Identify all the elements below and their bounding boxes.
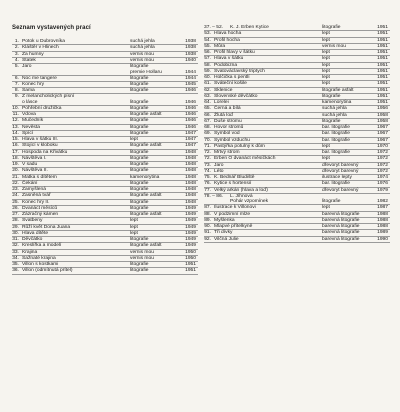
work-year: 1951 xyxy=(377,56,388,62)
work-number: 77. xyxy=(204,187,211,193)
work-title: V podzimní mlze xyxy=(214,211,251,217)
work-title: Statek xyxy=(22,57,36,63)
work-year: 1950 xyxy=(185,249,196,255)
work-title: Zamyšlená xyxy=(22,187,46,192)
work-title: Potok u Dubrovníka xyxy=(22,39,65,44)
work-number: 30. xyxy=(12,230,19,236)
work-title: Villon (odmítnutá prítel) xyxy=(22,268,73,274)
work-title: Jaro xyxy=(22,64,32,69)
work-number: 61. xyxy=(204,81,211,87)
work-year: 1948 xyxy=(185,149,196,155)
work-number: 92. xyxy=(204,236,211,242)
work-medium: suchá jehla xyxy=(130,45,155,51)
work-title: Hlava v šátku xyxy=(214,56,244,62)
work-medium: bar. litografie xyxy=(322,181,351,187)
work-title: Svatbeny xyxy=(22,218,43,224)
work-number: 56. xyxy=(204,50,211,55)
work-title: Sklenice xyxy=(214,87,233,93)
work-title: Nevěsta xyxy=(22,124,40,130)
work-title: Sváteční košile xyxy=(214,81,247,87)
work-year: 1947 xyxy=(185,130,196,136)
work-number: 4. xyxy=(14,57,19,63)
work-number: 62. xyxy=(204,87,211,93)
work-number: 26. xyxy=(12,205,19,211)
work-year: 1988 xyxy=(377,217,388,223)
work-entry xyxy=(12,94,198,106)
work-number: 7. xyxy=(14,81,19,87)
work-number: 65. xyxy=(204,106,211,112)
work-year: 1951 xyxy=(377,75,388,80)
work-year: 1948 xyxy=(185,187,196,192)
work-entry xyxy=(204,194,390,206)
work-title: Hospoda na Křivátku xyxy=(22,149,68,155)
work-title: K. J. Erben Kytice xyxy=(230,25,269,30)
work-title: Velký arkán (hlava a loď) xyxy=(214,187,268,193)
work-number: 6. xyxy=(14,75,19,81)
work-medium: bar. litografie xyxy=(322,125,351,130)
work-year: 1940 xyxy=(185,57,196,63)
work-year: 1967 xyxy=(377,125,388,130)
work-title: Konec hry xyxy=(22,81,45,87)
work-title: Hlava hocha xyxy=(214,31,242,37)
work-title: Noc me tangere xyxy=(22,75,57,81)
work-medium: barevná litografie xyxy=(322,236,360,242)
work-title: Černá a bílá xyxy=(214,106,241,112)
work-year: 1951 xyxy=(377,68,388,74)
page-title: Seznam vystavených prací xyxy=(12,25,91,31)
work-title: Vilčná Julie xyxy=(214,236,239,242)
work-number: 72. xyxy=(204,156,211,162)
work-medium: litografie asfalt xyxy=(322,87,354,93)
work-medium: lept xyxy=(322,56,330,62)
work-title: Jaro xyxy=(214,162,224,168)
work-entry xyxy=(12,268,198,274)
work-number: 63. xyxy=(204,93,211,99)
work-title: Za humny xyxy=(22,51,44,57)
work-medium: vernis mou xyxy=(130,249,154,255)
work-medium: litografie xyxy=(130,81,149,87)
work-title: Profil hocha xyxy=(214,37,240,43)
work-title: Dvanáct měsíců xyxy=(22,205,58,211)
work-year: 1948 xyxy=(185,180,196,186)
work-title: Návštěva II. xyxy=(22,168,48,174)
works-list-right xyxy=(204,25,390,243)
work-medium: litografie asfalt xyxy=(130,212,162,217)
work-medium: lept xyxy=(130,137,138,142)
work-year: 1972 xyxy=(377,156,388,162)
work-medium: barevná litografie xyxy=(322,224,360,229)
work-year: 1972 xyxy=(377,150,388,155)
work-year: 1976 xyxy=(377,181,388,187)
work-title: Léto xyxy=(214,168,224,174)
work-number: 12. xyxy=(12,118,19,124)
work-number: 54. xyxy=(204,37,211,43)
work-year: 1987 xyxy=(377,205,388,211)
work-medium: dřevoryt barevný xyxy=(322,162,359,168)
work-year: 1946 xyxy=(185,88,196,93)
work-number: 1. xyxy=(14,39,19,44)
work-year: 1948 xyxy=(185,174,196,180)
work-number: 23. xyxy=(12,187,19,192)
work-medium: litografie xyxy=(130,149,149,155)
work-title: Symbol vzduchu xyxy=(214,137,250,143)
work-year: 1946 xyxy=(185,99,196,105)
work-medium: litografie xyxy=(130,268,149,274)
work-year: 1967 xyxy=(377,137,388,143)
work-medium: lept xyxy=(322,143,330,149)
work-medium: litografie xyxy=(130,88,149,93)
work-number: 17. xyxy=(12,149,19,155)
work-medium: litografie xyxy=(130,168,149,174)
work-medium: lept xyxy=(322,62,330,68)
work-year: 1949 xyxy=(185,237,196,242)
work-medium: lept xyxy=(322,75,330,80)
work-year: 1951 xyxy=(185,268,196,274)
work-number: 75. xyxy=(204,175,211,180)
work-number: 88. xyxy=(204,211,211,217)
work-title: Slovenské děvčátko xyxy=(214,93,258,99)
work-medium: vernis mou xyxy=(130,57,154,63)
work-title: L. Jíhnová Pohár vzpomínek xyxy=(230,193,269,205)
work-medium: litografie xyxy=(322,25,341,30)
work-title: Krajina xyxy=(22,249,38,255)
work-medium: bar. litografie xyxy=(322,150,351,155)
work-year: 1948 xyxy=(185,199,196,205)
work-number: 89. xyxy=(204,217,211,223)
work-medium: kamenorytina xyxy=(322,100,352,105)
work-title: Myšlenka xyxy=(214,217,235,223)
work-title: K. Bednář Bludiště xyxy=(214,175,255,180)
work-number: 35. xyxy=(12,262,19,267)
work-year: 1972 xyxy=(377,162,388,168)
work-number: 72. xyxy=(204,150,211,155)
work-number: 28. xyxy=(12,218,19,224)
work-medium: litografie asfalt xyxy=(130,243,162,249)
work-year: 1970 xyxy=(377,143,388,149)
work-number: 11. xyxy=(12,112,19,117)
work-medium: litografie xyxy=(130,205,149,211)
work-title: Svatováclavský triptych xyxy=(214,68,265,74)
work-medium: kamenorytina xyxy=(130,174,160,180)
work-title: Kreslířka a modelí xyxy=(22,243,62,249)
work-medium: litografie xyxy=(130,180,149,186)
work-title: Mučedník xyxy=(22,118,44,124)
work-year: 1956 xyxy=(377,106,388,112)
work-medium: lept xyxy=(130,224,138,230)
work-title: Můra xyxy=(214,43,226,49)
work-medium: litografie xyxy=(130,118,149,124)
work-medium: litografie xyxy=(130,237,149,242)
work-medium: barevná litografie xyxy=(322,211,360,217)
work-year: 1951 xyxy=(185,262,196,267)
work-number: 68. xyxy=(204,125,211,130)
work-year: 1950 xyxy=(185,255,196,261)
work-year: 1945 xyxy=(185,81,196,87)
work-title: Vdova xyxy=(22,112,36,117)
work-medium: suchá jehla xyxy=(130,39,155,44)
work-year: 1949 xyxy=(185,205,196,211)
work-medium: litografie premie Hollaru xyxy=(130,64,162,75)
work-number: 16. xyxy=(12,143,19,149)
work-medium: litografie xyxy=(130,155,149,161)
works-list-left xyxy=(12,39,198,275)
work-number: 13. xyxy=(12,124,19,130)
work-medium: vernis mou xyxy=(130,51,154,57)
work-year: 1944 xyxy=(185,69,196,75)
work-number: 5. xyxy=(14,64,19,69)
work-title: Tři dívky xyxy=(214,230,233,236)
work-medium: suchá jehla xyxy=(322,106,347,112)
work-medium: litografie xyxy=(130,162,149,167)
work-medium: lept xyxy=(322,205,330,211)
work-year: 1951 xyxy=(377,81,388,87)
work-title: Erben O dvanáct měsíčkách xyxy=(214,156,276,162)
work-year: 1951 xyxy=(377,43,388,49)
work-year: 1949 xyxy=(185,224,196,230)
work-medium: vernis mou xyxy=(322,43,346,49)
work-number: 87. xyxy=(204,205,211,211)
work-number: 9. xyxy=(14,94,19,100)
work-number: 59. xyxy=(204,68,211,74)
work-number: 33. xyxy=(12,249,19,255)
work-number: 2. xyxy=(14,45,19,51)
work-number: 60. xyxy=(204,75,211,80)
work-medium: lept xyxy=(322,50,330,55)
work-medium: litografie asfalt xyxy=(130,112,162,117)
work-year: 1948 xyxy=(185,162,196,167)
work-title: Symbol vod xyxy=(214,131,240,137)
work-number: 53. xyxy=(204,31,211,37)
work-medium: dřevoryt barevný xyxy=(322,187,359,193)
work-number: 10. xyxy=(12,105,19,111)
work-year: 1958 xyxy=(377,112,388,118)
work-number: 27. xyxy=(12,212,19,217)
work-number: 24. xyxy=(12,193,19,199)
work-medium: ilustrace lepty xyxy=(322,175,352,180)
work-number: 55. xyxy=(204,43,211,49)
work-title: Návštěva I. xyxy=(22,155,47,161)
work-medium: lept xyxy=(322,37,330,43)
work-medium: bar. litografie xyxy=(322,137,351,143)
work-title: Zázračný kámen xyxy=(22,212,59,217)
work-title: Duše stromu xyxy=(214,118,242,124)
work-medium: dřevoryt barevný xyxy=(322,168,359,174)
work-medium: litografie xyxy=(322,118,341,124)
work-year: 1951 xyxy=(377,25,388,30)
work-number: 69. xyxy=(204,131,211,137)
work-number: 64. xyxy=(204,100,211,105)
work-year: 1949 xyxy=(185,212,196,217)
work-year: 1944 xyxy=(185,75,196,81)
work-year: 1949 xyxy=(185,230,196,236)
work-title: V sadu xyxy=(22,162,38,167)
work-year: 1938 xyxy=(185,45,196,51)
work-number: 22. xyxy=(12,180,19,186)
work-year: 1949 xyxy=(185,243,196,249)
work-medium: litografie asfalt xyxy=(130,143,162,149)
work-year: 1988 xyxy=(377,224,388,229)
work-number: 66. xyxy=(204,112,211,118)
work-title: Pohřební družička xyxy=(22,105,62,111)
work-year: 1948 xyxy=(185,155,196,161)
work-medium: lept xyxy=(322,31,330,37)
work-year: 1946 xyxy=(185,112,196,117)
work-title: Kytice s hortensií xyxy=(214,181,252,187)
work-year: 1951 xyxy=(377,50,388,55)
work-year: 1951 xyxy=(377,37,388,43)
work-medium: lept xyxy=(322,156,330,162)
work-medium: lept xyxy=(130,218,138,224)
work-year: 1974 xyxy=(377,175,388,180)
work-medium: litografie xyxy=(130,187,149,192)
work-year: 1947 xyxy=(185,143,196,149)
work-number: 71. xyxy=(204,143,211,149)
work-number: 76. xyxy=(204,181,211,187)
work-year: 1948 xyxy=(185,168,196,174)
work-title: Matka s dítětem xyxy=(22,174,57,180)
work-number: 3. xyxy=(14,51,19,57)
work-medium: litografie xyxy=(130,124,149,130)
work-number: 74. xyxy=(204,168,211,174)
work-title: Stojící v kloboku xyxy=(22,143,58,149)
work-medium: litografie xyxy=(130,130,149,136)
work-number: 31. xyxy=(12,237,19,242)
work-medium: litografie xyxy=(322,93,341,99)
work-title: Hovor stromů xyxy=(214,125,244,130)
work-year: 1988 xyxy=(377,211,388,217)
work-medium: litografie xyxy=(130,75,149,81)
work-number: 37. – 52. xyxy=(204,25,224,30)
work-medium: vernis mou xyxy=(130,255,154,261)
work-medium: suchá jehla xyxy=(322,112,347,118)
work-number: 70. xyxy=(204,137,211,143)
work-medium: litografie asfalt xyxy=(130,193,162,199)
work-number: 34. xyxy=(12,255,19,261)
work-number: 90. xyxy=(204,224,211,229)
work-number: 14. xyxy=(12,130,19,136)
work-medium: barevná litografie xyxy=(322,217,360,223)
work-title: Podobizna xyxy=(214,62,238,68)
work-year: 1972 xyxy=(377,168,388,174)
work-number: 18. xyxy=(12,155,19,161)
work-number: 73. xyxy=(204,162,211,168)
work-title: Z melancholických písní o lásce xyxy=(22,94,75,105)
work-title: Villon s kostkami xyxy=(22,262,59,267)
work-title: Pastýřka potulný k dům xyxy=(214,143,265,149)
work-number: 29. xyxy=(12,224,19,230)
work-title: Profil hlavy v šátku xyxy=(214,50,255,55)
work-title: Holčička s pentlí xyxy=(214,75,250,80)
work-medium: litografie xyxy=(130,199,149,205)
work-medium: litografie xyxy=(130,99,149,105)
work-number: 20. xyxy=(12,168,19,174)
work-year: 1951 xyxy=(377,93,388,99)
work-year: 1946 xyxy=(185,118,196,124)
work-number: 57. xyxy=(204,56,211,62)
work-number: 32. xyxy=(12,243,19,249)
work-title: Mlapvé přítelkyně xyxy=(214,224,253,229)
work-title: Děvčátko xyxy=(22,237,43,242)
work-title: Spící xyxy=(22,130,34,136)
work-entry xyxy=(12,64,198,76)
work-number: 58. xyxy=(204,62,211,68)
work-year: 1947 xyxy=(185,137,196,142)
work-number: 21. xyxy=(12,174,19,180)
work-medium: bar. litografie xyxy=(322,131,351,137)
work-year: 1948 xyxy=(185,193,196,199)
work-title: Sažnaté krajina xyxy=(22,255,56,261)
work-medium: lept xyxy=(322,68,330,74)
work-year: 1979 xyxy=(377,187,388,193)
work-medium: lept xyxy=(130,230,138,236)
work-title: Konec hry II. xyxy=(22,199,50,205)
work-title: Žlutá loď xyxy=(214,112,234,118)
work-number: 36. xyxy=(12,268,19,274)
work-year: 1982 xyxy=(377,199,388,205)
work-entry xyxy=(204,237,390,243)
work-title: Zasněná tvář xyxy=(22,193,51,199)
work-number: 8. xyxy=(14,88,19,93)
work-title: Hlava v šátku III. xyxy=(22,137,59,142)
work-medium: litografie xyxy=(322,199,341,205)
work-year: 1949 xyxy=(185,218,196,224)
work-title: Ilustrace k Villonovi xyxy=(214,205,256,211)
work-number: 91. xyxy=(204,230,211,236)
work-title: Sama xyxy=(22,88,35,93)
work-title: Hlava dítěte xyxy=(22,230,49,236)
work-year: 1967 xyxy=(377,131,388,137)
work-year: 1951 xyxy=(377,62,388,68)
work-number: 19. xyxy=(12,162,19,167)
work-title: Růží květ Dona Juana xyxy=(22,224,71,230)
work-year: 1938 xyxy=(185,51,196,57)
work-year: 1990 xyxy=(377,236,388,242)
work-medium: lept xyxy=(322,81,330,87)
work-number: 67. xyxy=(204,118,211,124)
work-medium: barevná litografie xyxy=(322,230,360,236)
work-number: 25. xyxy=(12,199,19,205)
work-year: 1938 xyxy=(185,39,196,44)
work-title: Mrtvý strom xyxy=(214,150,240,155)
work-year: 1946 xyxy=(185,124,196,130)
work-medium: litografie xyxy=(130,105,149,111)
work-title: Lorelei xyxy=(214,100,229,105)
work-title: Kláštěr v Hlinech xyxy=(22,45,59,51)
work-medium: litografie xyxy=(130,262,149,267)
work-number: 78. – 86. xyxy=(204,193,224,199)
work-year: 1946 xyxy=(185,105,196,111)
work-year: 1958 xyxy=(377,118,388,124)
work-year: 1951 xyxy=(377,31,388,37)
work-year: 1989 xyxy=(377,230,388,236)
work-year: 1951 xyxy=(377,87,388,93)
work-number: 15. xyxy=(12,137,19,142)
work-year: 1951 xyxy=(377,100,388,105)
work-title: Čekání xyxy=(22,180,38,186)
